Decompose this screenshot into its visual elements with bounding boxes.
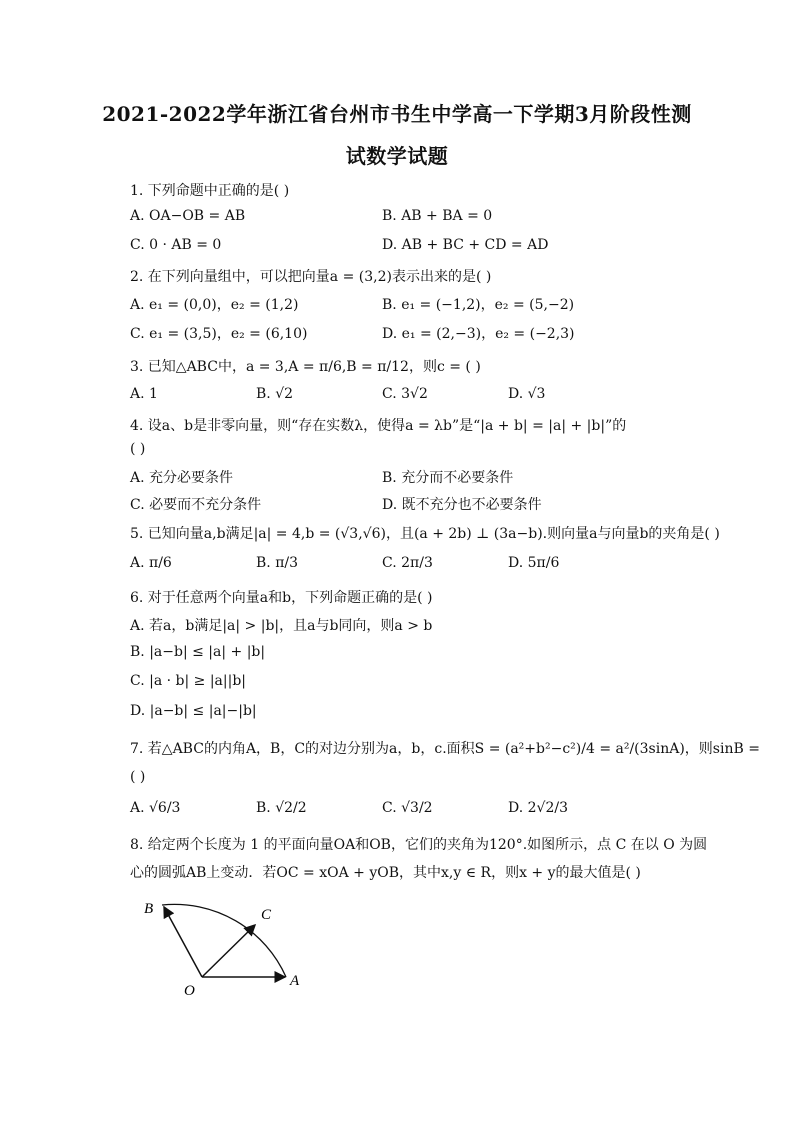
question-8-stem-line-2: 心的圆弧AB上变动．若OC = xOA + yOB，其中x,y ∈ R，则x + y的最大值是( ) — [130, 865, 641, 881]
question-5-option-d: D. 5π/6 — [508, 555, 560, 571]
question-5-stem: 5. 已知向量a,b满足|a| = 4,b = (√3,√6)，且(a + 2b) ⊥ (3a−b).则向量a与向量b的夹角是( ) — [130, 526, 720, 542]
question-7-option-a: A. √6/3 — [130, 800, 181, 816]
question-7-option-b: B. √2/2 — [256, 800, 307, 816]
question-6-stem: 6. 对于任意两个向量a和b，下列命题正确的是( ) — [130, 590, 433, 606]
question-3-option-c: C. 3√2 — [382, 386, 428, 402]
question-2-stem: 2. 在下列向量组中，可以把向量a = (3,2)表示出来的是( ) — [130, 269, 492, 285]
title-line-2: 试数学试题 — [345, 144, 449, 168]
question-5-option-a: A. π/6 — [130, 555, 172, 571]
question-3-option-a: A. 1 — [130, 386, 158, 402]
question-7-option-d: D. 2√2/3 — [508, 800, 568, 816]
question-1-option-a: A. OA−OB = AB — [130, 208, 246, 224]
question-5-option-b: B. π/3 — [256, 555, 299, 571]
label-a: A — [290, 973, 300, 989]
question-3-stem: 3. 已知△ABC中，a = 3,A = π/6,B = π/12，则c = ( ) — [130, 359, 481, 375]
label-b: B — [144, 901, 154, 917]
question-5-option-c: C. 2π/3 — [382, 555, 433, 571]
label-o: O — [184, 983, 195, 999]
vector-oc — [202, 925, 255, 977]
question-8-stem-line-1: 8. 给定两个长度为 1 的平面向量OA和OB，它们的夹角为120°.如图所示，点 C 在以 O 为圆 — [130, 837, 708, 853]
question-2-option-d: D. e₁ = (2,−3)，e₂ = (−2,3) — [382, 326, 575, 342]
label-c: C — [261, 907, 272, 923]
question-3-option-d: D. √3 — [508, 386, 546, 402]
question-4-option-d: D. 既不充分也不必要条件 — [382, 497, 542, 513]
question-1-option-c: C. 0 · AB = 0 — [130, 237, 222, 253]
question-7-stem: 7. 若△ABC的内角A，B，C的对边分别为a，b，c.面积S = (a²+b²−c²)/4 = a²/(3sinA)，则sinB = — [130, 741, 760, 757]
vector-ob — [164, 907, 202, 977]
question-6-option-d: D. |a−b| ≤ |a|−|b| — [130, 703, 257, 719]
question-4-option-b: B. 充分而不必要条件 — [382, 470, 514, 486]
question-4-option-c: C. 必要而不充分条件 — [130, 497, 262, 513]
question-1-option-b: B. AB + BA = 0 — [382, 208, 493, 224]
question-4-stem: 4. 设a、b是非零向量，则“存在实数λ，使得a = λb”是“|a + b| = |a| + |b|”的 — [130, 418, 627, 434]
question-2-option-b: B. e₁ = (−1,2)，e₂ = (5,−2) — [382, 297, 575, 313]
question-6-option-a: A. 若a，b满足|a| > |b|，且a与b同向，则a > b — [130, 618, 433, 634]
question-1-option-d: D. AB + BC + CD = AD — [382, 237, 549, 253]
question-2-option-c: C. e₁ = (3,5)，e₂ = (6,10) — [130, 326, 308, 342]
question-2-option-a: A. e₁ = (0,0)，e₂ = (1,2) — [130, 297, 299, 313]
arc-vector-diagram — [140, 895, 320, 1005]
title-line-1: 2021-2022学年浙江省台州市书生中学高一下学期3月阶段性测 — [102, 102, 692, 126]
question-7-option-c: C. √3/2 — [382, 800, 433, 816]
question-6-option-b: B. |a−b| ≤ |a| + |b| — [130, 644, 266, 660]
question-7-paren: ( ) — [130, 769, 146, 785]
question-4-paren: ( ) — [130, 441, 146, 457]
question-1-stem: 1. 下列命题中正确的是( ) — [130, 183, 290, 199]
question-3-option-b: B. √2 — [256, 386, 294, 402]
question-4-option-a: A. 充分必要条件 — [130, 470, 234, 486]
question-6-option-c: C. |a · b| ≥ |a||b| — [130, 673, 247, 689]
